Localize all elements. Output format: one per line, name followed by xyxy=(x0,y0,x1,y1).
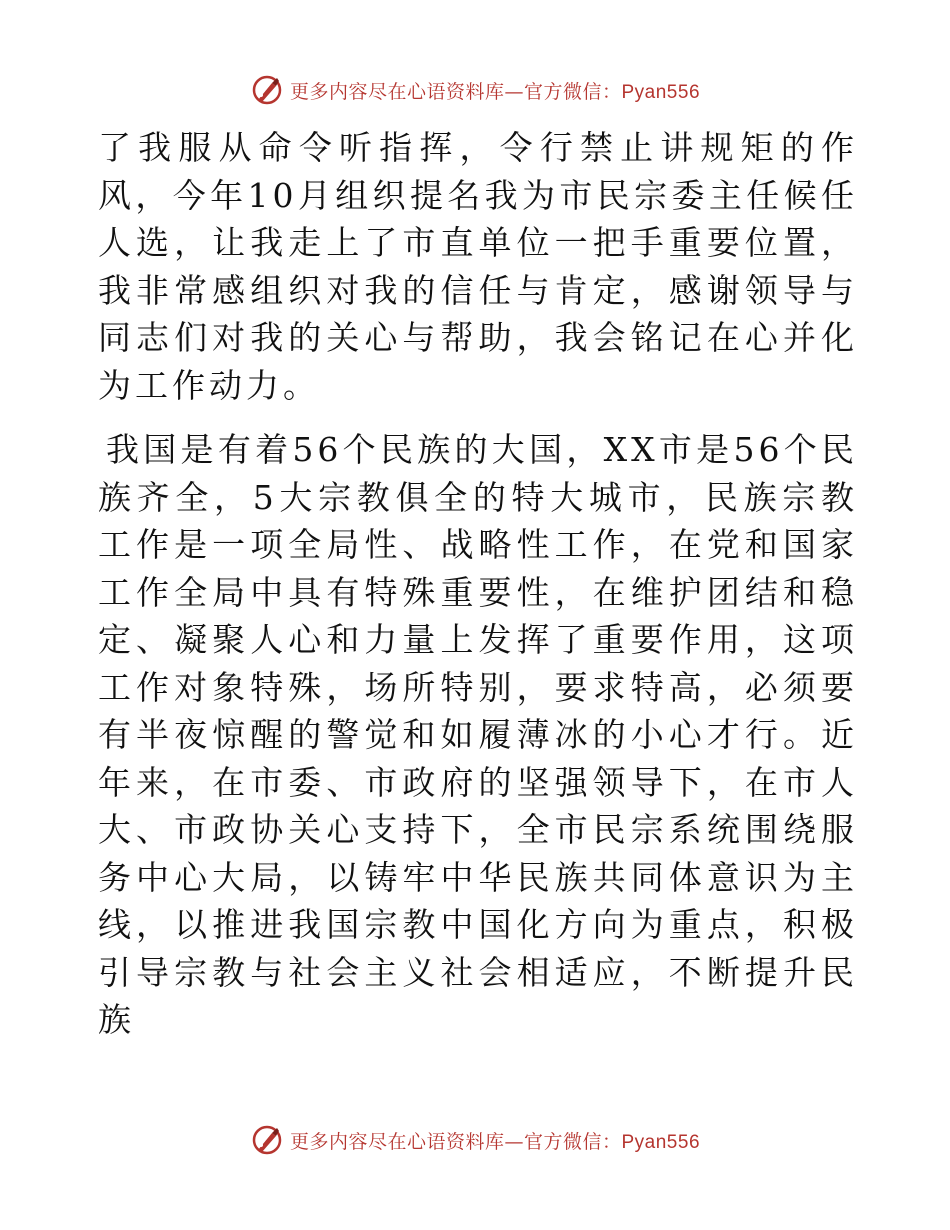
footer-banner xyxy=(0,1120,950,1160)
footer-site-text: 更多内容尽在心语资料库 xyxy=(289,1130,505,1153)
header-wechat-id: Pyan556 xyxy=(621,81,701,103)
header-text xyxy=(290,77,700,104)
header-separator: — xyxy=(504,80,524,103)
quill-pen-logo-icon xyxy=(250,73,284,107)
document-body xyxy=(98,124,858,1044)
footer-wechat-label: 官方微信： xyxy=(523,1130,622,1153)
paragraph-1: 了我服从命令听指挥，令行禁止讲规矩的作风，今年10月组织提名我为市民宗委主任候任人选，让我走上了市直单位一把手重要位置，我非常感组织对我的信任与肯定，感谢领导与同志们对我的关心与帮助，我会铭记在心并化为工作动力。 xyxy=(98,128,858,405)
paragraph-2: 我国是有着56个民族的大国，XX市是56个民族齐全，5大宗教俱全的特大城市，民族宗教工作是一项全局性、战略性工作，在党和国家工作全局中具有特殊重要性，在维护团结和稳定、凝聚人心和力量上发挥了重要作用，这项工作对象特殊，场所特别，要求特高，必须要有半夜惊醒的警觉和如履薄冰的小心才行。近年来，在市委、市政府的坚强领导下，在市人大、市政协关心支持下，全市民宗系统围绕服务中心大局，以铸牢中华民族共同体意识为主线，以推进我国宗教中国化方向为重点，积极引导宗教与社会主义社会相适应，不断提升民族 xyxy=(98,430,858,1039)
quill-pen-logo-icon xyxy=(250,1123,284,1157)
header-site-text: 更多内容尽在心语资料库 xyxy=(289,80,505,103)
footer-wechat-id: Pyan556 xyxy=(621,1131,701,1153)
footer-separator: — xyxy=(504,1130,524,1153)
header-wechat-label: 官方微信： xyxy=(523,80,622,103)
header-banner xyxy=(0,70,950,110)
footer-text xyxy=(290,1127,700,1154)
